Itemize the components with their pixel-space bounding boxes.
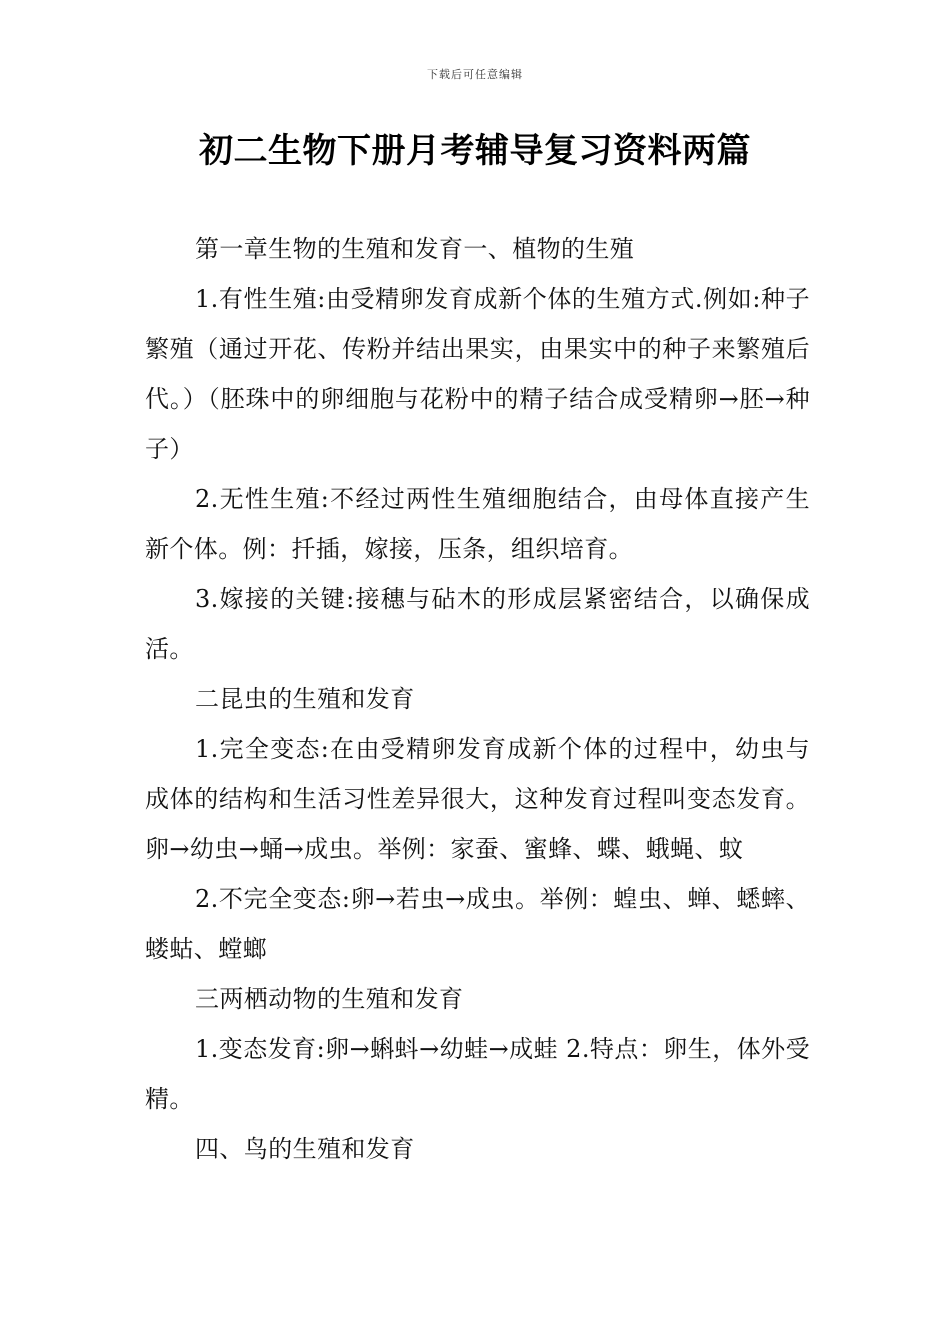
section-heading-birds: 四、鸟的生殖和发育 — [195, 1135, 415, 1163]
chapter-heading: 第一章生物的生殖和发育一、植物的生殖 — [195, 235, 635, 263]
paragraph-complete-metamorphosis: 1.完全变态:在由受精卵发育成新个体的过程中，幼虫与成体的结构和生活习性差异很大，这种发育过程叫变态发育。卵→幼虫→蛹→成虫。举例：家蚕、蜜蜂、蝶、蛾蝇、蚊 — [145, 735, 810, 863]
paragraph-amphibian-development: 1.变态发育:卵→蝌蚪→幼蛙→成蛙 2.特点：卵生，体外受精。 — [145, 1035, 810, 1113]
section-heading-amphibians: 三两栖动物的生殖和发育 — [195, 985, 464, 1013]
section-heading-insects: 二昆虫的生殖和发育 — [195, 685, 415, 713]
document-body — [145, 224, 810, 1174]
document-title: 初二生物下册月考辅导复习资料两篇 — [199, 131, 751, 171]
paragraph-incomplete-metamorphosis: 2.不完全变态:卵→若虫→成虫。举例：蝗虫、蝉、蟋蟀、蝼蛄、螳螂 — [145, 885, 810, 963]
paragraph-sexual-reproduction: 1.有性生殖:由受精卵发育成新个体的生殖方式.例如:种子繁殖（通过开花、传粉并结出果实，由果实中的种子来繁殖后代。）（胚珠中的卵细胞与花粉中的精子结合成受精卵→胚→种子） — [145, 285, 810, 463]
paragraph-asexual-reproduction: 2.无性生殖:不经过两性生殖细胞结合，由母体直接产生新个体。例：扦插，嫁接，压条，组织培育。 — [145, 485, 810, 563]
paragraph-grafting-key: 3.嫁接的关键:接穗与砧木的形成层紧密结合，以确保成活。 — [145, 585, 810, 663]
header-note: 下载后可任意编辑 — [427, 68, 523, 81]
